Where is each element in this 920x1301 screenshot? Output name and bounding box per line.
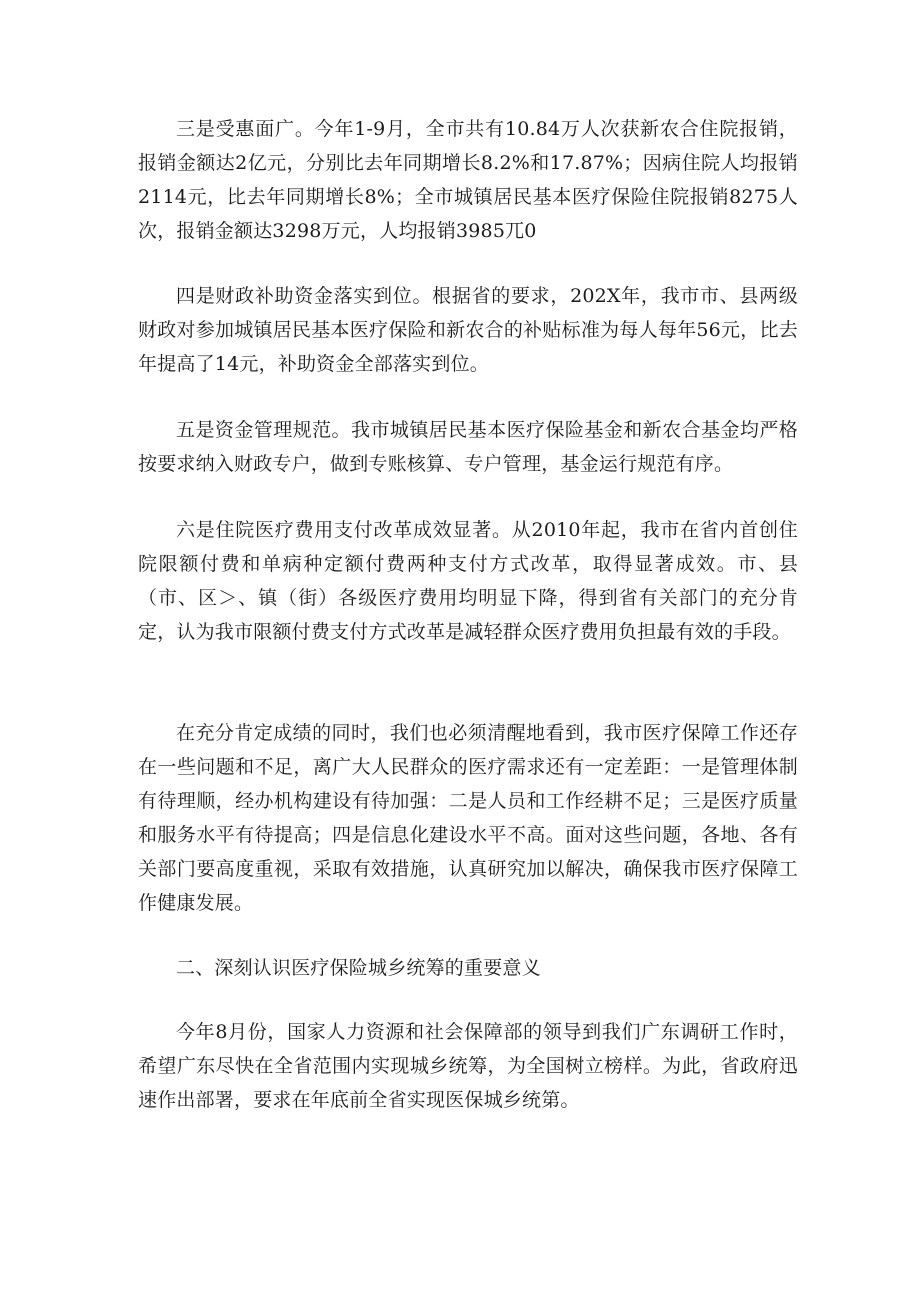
paragraph-problems: 在充分肯定成绩的同时，我们也必须清醒地看到，我市医疗保障工作还存在一些问题和不足，离广大人民群众的医疗需求还有一定差距：一是管理体制有待理顺，经办机构建设有待加强：二是人员和工作经耕不足；三是医疗质量和服务水平有待提高；四是信息化建设水平不高。面对这些问题，各地、各有关部门要高度重视，采取有效措施，认真研究加以解决，确保我市医疗保障工作健康发展。 bbox=[138, 722, 798, 914]
paragraph-payment-reform: 六是住院医疗费用支付改革成效显著。从2010年起，我市在省内首创住院限额付费和单病种定额付费两种支付方式改革，取得显著成效。市、县（市、区＞、镇（街）各级医疗费用均明显下降，得到省有关部门的充分肯定，认为我市限额付费支付方式改革是减轻群众医疗费用负担最有效的手段。 bbox=[138, 519, 798, 643]
paragraph-ministry-visit: 今年8月份，国家人力资源和社会保障部的领导到我们广东调研工作时，希望广东尽快在全省范围内实现城乡统筹，为全国树立榜样。为此，省政府迅速作出部署，要求在年底前全省实现医保城乡统第。 bbox=[138, 1021, 798, 1111]
paragraph-fund-management: 五是资金管理规范。我市城镇居民基本医疗保险基金和新农合基金均严格按要求纳入财政专户，做到专账核算、专户管理，基金运行规范有序。 bbox=[138, 419, 798, 475]
paragraph-fiscal-subsidy: 四是财政补助资金落实到位。根据省的要求，202X年，我市市、县两级财政对参加城镇居民基本医疗保险和新农合的补贴标准为每人每年56元，比去年提高了14元，补助资金全部落实到位。 bbox=[138, 285, 798, 375]
paragraph-beneficiary-coverage: 三是受惠面广。今年1-9月，全市共有10.84万人次获新农合住院报销，报销金额达2亿元，分别比去年同期增长8.2%和17.87%；因病住院人均报销2114元，比去年同期增长8%；全市城镇居民基本医疗保险住院报销8275人次，报销金额达3298万元，人均报销3985兀0 bbox=[138, 118, 798, 242]
section-heading: 二、深刻认识医疗保险城乡统筹的重要意义 bbox=[176, 957, 541, 979]
